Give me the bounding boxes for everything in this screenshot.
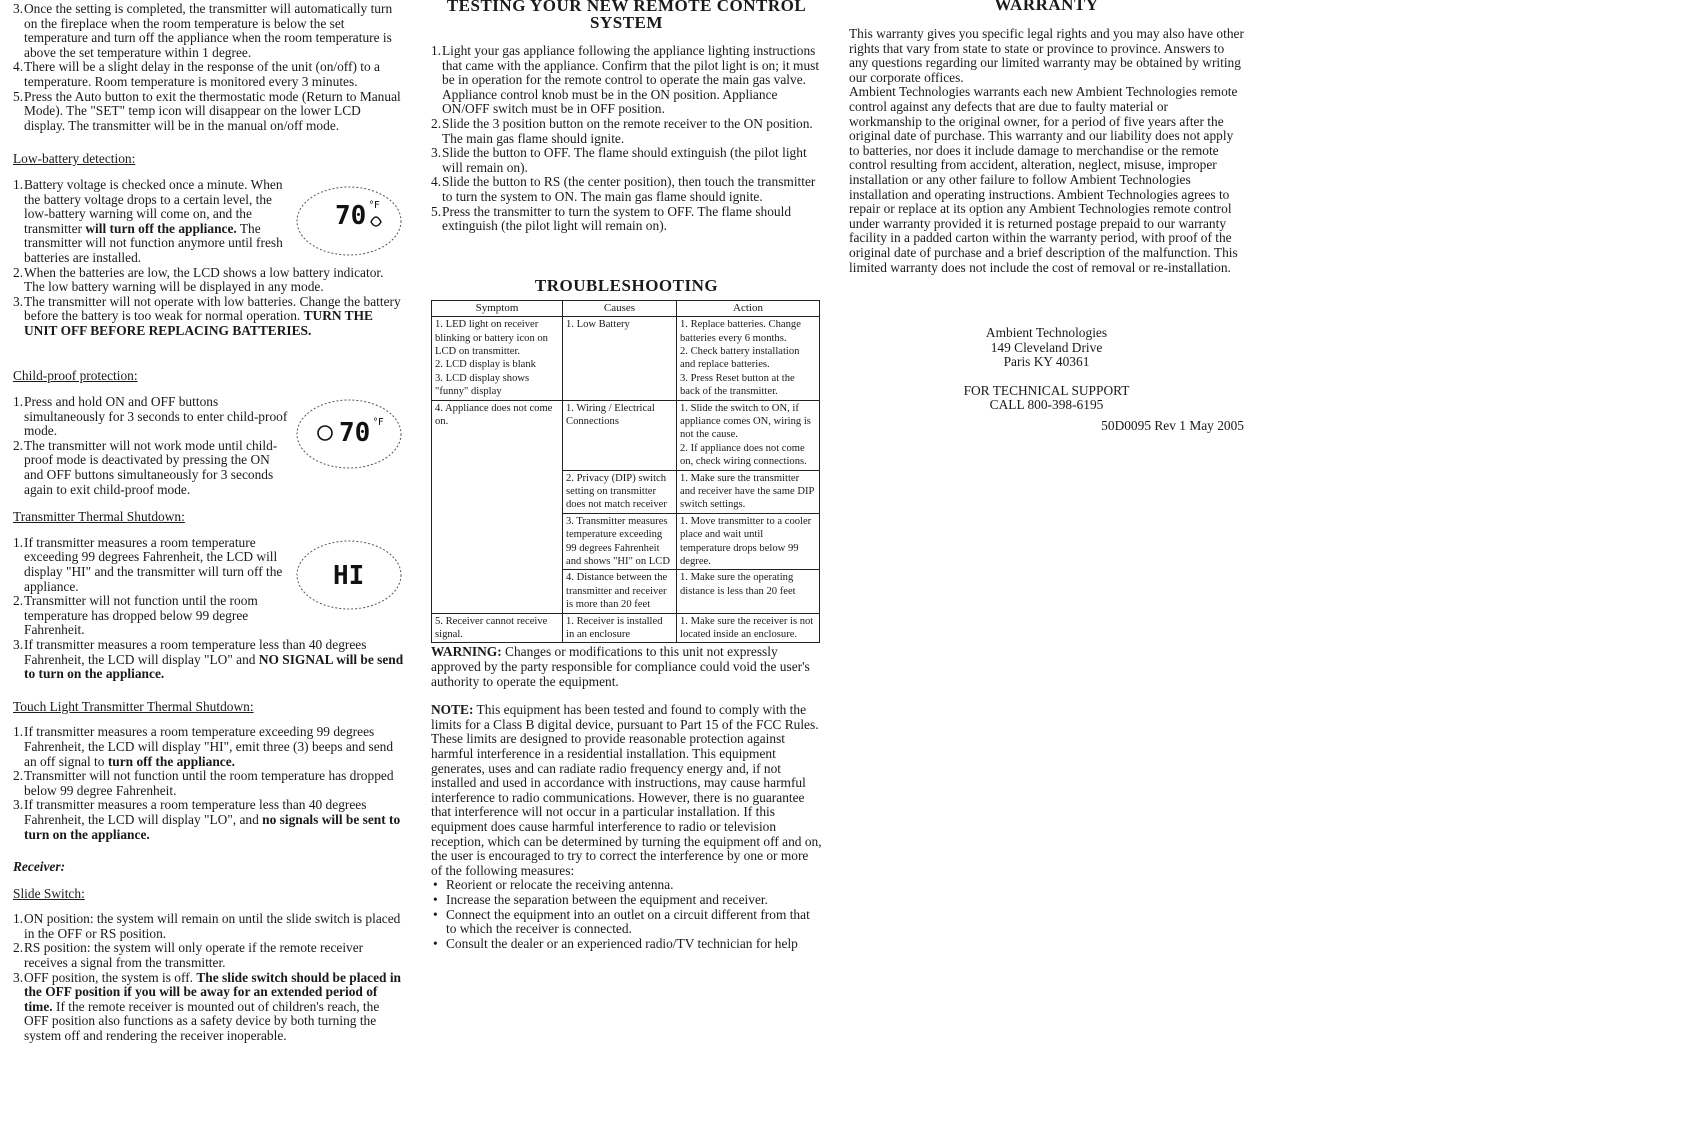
child-proof-heading: Child-proof protection: bbox=[13, 368, 138, 384]
list-item: Light your gas appliance following the appliance lighting instructions that came with the appliance. Confirm that the pilot light is on; it must be in operation for the remote control to operate the main gas valve. Appliance control knob must be in the ON position. Appliance ON/OFF switch must be in OFF position. bbox=[442, 43, 820, 117]
list-item: Press the transmitter to turn the system to OFF. The flame should extinguish (the pilot light will remain on). bbox=[442, 203, 792, 234]
receiver-heading: Receiver: bbox=[13, 859, 66, 875]
child-proof-list bbox=[13, 395, 289, 497]
list-item: The transmitter will not work mode until child-proof mode is deactivated by pressing the ON and OFF buttons simultaneously for 3 seconds again to exit child-proof mode. bbox=[24, 437, 278, 497]
company-address bbox=[849, 326, 1244, 370]
low-battery-list-cont bbox=[13, 266, 405, 339]
slide-switch-heading: Slide Switch: bbox=[13, 885, 85, 901]
list-item: Slide the button to OFF. The flame should extinguish (the pilot light will remain on). bbox=[442, 145, 807, 175]
city-address: Paris KY 40361 bbox=[1003, 354, 1090, 370]
cause-cell: 1. Receiver is installed in an enclosure bbox=[563, 613, 677, 643]
warranty-paragraph: Ambient Technologies warrants each new Ambient Technologies remote control against any defects that are due to faulty material or workmanship to the original owner, for a period of five years after the original date of purchase. This warranty and our liability does not apply to batteries, nor does it include damage to merchandise or the remote control resulting from accident, alteration, neglect, misuse, improper installation or any other failure to follow Ambient Technologies installation and operating instructions. Ambient Technologies agrees to repair or replace at its option any Ambient Technologies remote control under warranty provided it is returned postage prepaid to our warranty facility in a padded carton within the warranty period, with proof of the original date of purchase and a brief description of the malfunction. This limited warranty does not include the cost of removal or re-installation. bbox=[849, 84, 1238, 275]
lcd-child-proof-illustration bbox=[293, 397, 405, 471]
symptom-cell: 5. Receiver cannot receive signal. bbox=[432, 613, 563, 643]
list-item: OFF position, the system is off. The slide switch should be placed in the OFF position if you will be away for an extended period of time. If the remote receiver is mounted out of children's reach, the OFF position also functions as a safety device by both turning the system off and rendering the receiver inoperable. bbox=[24, 969, 401, 1044]
table-row bbox=[432, 613, 820, 643]
lcd-display-icon bbox=[293, 397, 405, 471]
street-address: 149 Cleveland Drive bbox=[990, 339, 1103, 355]
list-item: If transmitter measures a room temperature less than 40 degrees Fahrenheit, the LCD will display "LO" and NO SIGNAL will be send to turn on the appliance. bbox=[24, 636, 404, 682]
list-item: The transmitter will not operate with low batteries. Change the battery before the battery is too weak for normal operation. TURN THE UNIT OFF BEFORE REPLACING BATTERIES. bbox=[24, 293, 401, 338]
battery-warning-icon bbox=[371, 217, 381, 226]
list-item: Battery voltage is checked once a minute. When the battery voltage drops to a certain level, the low-battery warning will come on, and the transmitter will turn off the appliance. The transmitter will not function anymore until fresh batteries are installed. bbox=[24, 176, 283, 265]
list-item: Press the Auto button to exit the thermostatic mode (Return to Manual Mode). The "SET" temp icon will disappear on the lower LCD display. The transmitter will be in the manual on/off mode. bbox=[24, 88, 401, 133]
left-column bbox=[13, 0, 405, 1044]
troubleshooting-title: TROUBLESHOOTING bbox=[534, 275, 719, 295]
lcd-low-battery-illustration bbox=[293, 184, 405, 258]
action-cell: 1. Move transmitter to a cooler place and wait until temperature drops below 99 degree. bbox=[677, 513, 820, 570]
low-battery-list bbox=[13, 178, 289, 266]
touch-light-list bbox=[13, 725, 405, 842]
lcd-display-icon bbox=[293, 184, 405, 258]
list-item: If transmitter measures a room temperature less than 40 degrees Fahrenheit, the LCD will display "LO", and no signals will be sent to turn on the appliance. bbox=[24, 797, 401, 842]
list-item: Transmitter will not function until the room temperature has dropped below 99 degree Fahrenheit. bbox=[24, 593, 258, 638]
company-name: Ambient Technologies bbox=[985, 325, 1108, 341]
thermal-shutdown-section bbox=[13, 536, 405, 638]
slide-switch-list bbox=[13, 912, 405, 1043]
list-item: Once the setting is completed, the transmitter will automatically turn on the fireplace when the room temperature is below the set temperature and turn off the appliance when the room temperature is above the set temperature within 1 degree. bbox=[24, 1, 393, 60]
cause-cell: 4. Distance between the transmitter and receiver is more than 20 feet bbox=[563, 570, 677, 613]
warning-paragraph: WARNING: Changes or modifications to this unit not expressly approved by the party responsible for compliance could void the user's authority to operate the equipment. bbox=[431, 644, 810, 689]
list-item: When the batteries are low, the LCD shows a low battery indicator. The low battery warning will be displayed in any mode. bbox=[24, 264, 384, 295]
technical-support bbox=[849, 384, 1244, 413]
symptom-cell: 4. Appliance does not come on. bbox=[432, 400, 563, 613]
list-item: • Connect the equipment into an outlet on a circuit different from that to which the receiver is connected. bbox=[431, 908, 822, 937]
fcc-measures-list bbox=[431, 878, 822, 951]
table-row bbox=[432, 317, 820, 400]
lcd-unit: °F bbox=[369, 199, 380, 211]
thermal-shutdown-list-cont bbox=[13, 638, 405, 682]
list-item: Transmitter will not function until the room temperature has dropped below 99 degree Fahrenheit. bbox=[24, 768, 394, 798]
testing-title: TESTING YOUR NEW REMOTE CONTROL SYSTEM bbox=[446, 0, 807, 32]
document-revision: 50D0095 Rev 1 May 2005 bbox=[1101, 418, 1244, 434]
action-cell: 1. Make sure the transmitter and receiver have the same DIP switch settings. bbox=[677, 470, 820, 513]
lcd-text: 70 bbox=[339, 418, 371, 449]
warranty-paragraph: This warranty gives you specific legal rights and you may also have other rights that vary from state to state or province to province. Answers to any questions regarding our limited warranty may be obtained by writing our corporate offices. bbox=[849, 26, 1244, 85]
list-item: Slide the button to RS (the center position), then touch the transmitter to turn the system to ON. The main gas flame should ignite. bbox=[442, 174, 816, 204]
action-cell: 1. Replace batteries. Change batteries every 6 months. 2. Check battery installation and replace batteries. 3. Press Reset button at the back of the transmitter. bbox=[677, 317, 820, 400]
column-header: Symptom bbox=[432, 300, 563, 316]
cause-cell: 1. Wiring / Electrical Connections bbox=[563, 400, 677, 470]
action-cell: 1. Make sure the operating distance is less than 20 feet bbox=[677, 570, 820, 613]
middle-column bbox=[431, 0, 822, 951]
lcd-unit: °F bbox=[373, 417, 384, 429]
lcd-text: 70 bbox=[335, 200, 367, 231]
low-battery-heading: Low-battery detection: bbox=[13, 151, 136, 167]
list-item: If transmitter measures a room temperature exceeding 99 degrees Fahrenheit, the LCD will display "HI", emit three (3) beeps and send an off signal to turn off the appliance. bbox=[24, 724, 394, 769]
column-header: Action bbox=[677, 300, 820, 316]
list-item: There will be a slight delay in the response of the unit (on/off) to a temperature. Room temperature is monitored every 3 minutes. bbox=[24, 59, 380, 89]
cause-cell: 1. Low Battery bbox=[563, 317, 677, 400]
list-item: ON position: the system will remain on until the slide switch is placed in the OFF or RS position. bbox=[24, 911, 401, 941]
list-item: • Increase the separation between the equipment and receiver. bbox=[431, 893, 822, 908]
warranty-title: WARRANTY bbox=[994, 0, 1099, 14]
list-item: RS position: the system will only operate if the remote receiver receives a signal from the transmitter. bbox=[24, 940, 364, 971]
troubleshooting-table bbox=[431, 300, 820, 644]
list-item: If transmitter measures a room temperature exceeding 99 degrees Fahrenheit, the LCD will display "HI" and the transmitter will turn off the appliance. bbox=[24, 534, 283, 594]
child-proof-section bbox=[13, 395, 405, 497]
list-item: • Reorient or relocate the receiving antenna. bbox=[431, 878, 822, 893]
lcd-hi-illustration bbox=[293, 538, 405, 612]
right-column bbox=[849, 0, 1244, 434]
symptom-cell: 1. LED light on receiver blinking or battery icon on LCD on transmitter. 2. LCD display is blank 3. LCD display shows "funny" display bbox=[432, 317, 563, 400]
lcd-display-icon bbox=[293, 538, 405, 612]
support-phone: CALL 800-398-6195 bbox=[989, 397, 1104, 413]
touch-light-heading: Touch Light Transmitter Thermal Shutdown: bbox=[13, 698, 254, 714]
column-header: Causes bbox=[563, 300, 677, 316]
support-heading: FOR TECHNICAL SUPPORT bbox=[963, 382, 1130, 398]
thermal-shutdown-heading: Transmitter Thermal Shutdown: bbox=[13, 509, 185, 525]
low-battery-section bbox=[13, 178, 405, 266]
thermostat-continued-list bbox=[13, 2, 405, 133]
cause-cell: 2. Privacy (DIP) switch setting on transmitter does not match receiver bbox=[563, 470, 677, 513]
action-cell: 1. Make sure the receiver is not located inside an enclosure. bbox=[677, 613, 820, 643]
lock-icon bbox=[318, 426, 332, 440]
table-row bbox=[432, 400, 820, 470]
lcd-text: HI bbox=[333, 560, 365, 591]
list-item: • Consult the dealer or an experienced radio/TV technician for help bbox=[431, 937, 822, 952]
list-item: Press and hold ON and OFF buttons simultaneously for 3 seconds to enter child-proof mode. bbox=[24, 394, 288, 439]
list-item: Slide the 3 position button on the remote receiver to the ON position. The main gas flame should ignite. bbox=[442, 115, 813, 146]
cause-cell: 3. Transmitter measures temperature exceeding 99 degrees Fahrenheit and shows "HI" on LCD bbox=[563, 513, 677, 570]
table-header-row bbox=[432, 300, 820, 316]
testing-steps-list bbox=[431, 44, 822, 234]
action-cell: 1. Slide the switch to ON, if appliance comes ON, wiring is not the cause. 2. If appliance does not come on, check wiring connections. bbox=[677, 400, 820, 470]
note-paragraph: NOTE: This equipment has been tested and found to comply with the limits for a Class B digital device, pursuant to Part 15 of the FCC Rules. These limits are designed to provide reasonable protection against harmful interference in a residential installation. This equipment generates, uses and can radiate radio frequency energy and, if not installed and used in accordance with instructions, may cause harmful interference to radio communications. However, there is no guarantee that interference will not occur in a particular installation. If this equipment does cause harmful interference to radio or television reception, which can be determined by turning the equipment off and on, the user is encouraged to try to correct the interference by one or more of the following measures: bbox=[431, 702, 822, 878]
thermal-shutdown-list bbox=[13, 536, 289, 638]
